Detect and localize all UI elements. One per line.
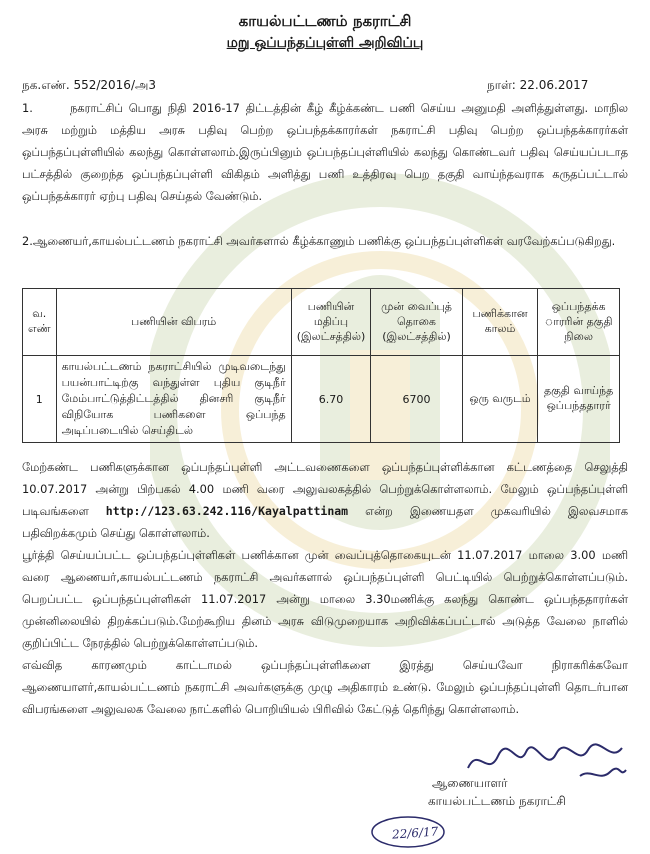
header-serial-no: வ. எண் [23, 289, 57, 356]
office-title: காயல்பட்டணம் நகராட்சி [238, 12, 412, 30]
paragraph-3-text-a: மேற்கண்ட பணிகளுக்கான ஒப்பந்தப்புள்ளி அட்டவணைகளை ஒப்பந்தப்புள்ளிக்கான கட்டணத்தை செலுத்தி 10.07.2017 அன்று பிற்பகல் 4.00 மணி வரை அலுவலகத்தில் பெற்றுக்கொள்ளலாம். மேலும் ஒப்பந்தப்புள்ளி படிவங்களை [22, 460, 628, 518]
reference-number: நக.எண். 552/2016/அ3 [22, 78, 156, 92]
paragraph-1 [22, 97, 628, 207]
paragraph-2: 2.ஆணையர்,காயல்பட்டணம் நகராட்சி அவர்களால் கீழ்க்காணும் பணிக்கு ஒப்பந்தப்புள்ளிகள் வரவேற்கப்படுகிறது. [22, 234, 616, 248]
cell-serial-no: 1 [23, 356, 57, 443]
header-deposit: முன் வைப்புத் தொகை (இலட்சத்தில்) [371, 289, 462, 356]
signatory-designation: ஆணையாளர் [432, 776, 508, 790]
table-header-row [23, 289, 620, 356]
header-period: பணிக்கான காலம் [462, 289, 538, 356]
cell-period: ஒரு வருடம் [462, 356, 538, 443]
handwritten-date: 22/6/17 [391, 824, 439, 842]
notice-date: நாள்: 22.06.2017 [487, 78, 589, 92]
works-table [22, 288, 620, 443]
paragraph-3-text-b: என்ற இணையதள முகவரியில் இலவசமாக பதிவிறக்கமும் செய்து கொள்ளலாம். [22, 504, 628, 540]
header-work-details: பணியின் விபரம் [56, 289, 291, 356]
notice-title: மறு ஒப்பந்தப்புள்ளி அறிவிப்பு [226, 35, 424, 51]
table-row [23, 356, 620, 443]
header-eligibility: ஒப்பந்தக்க ாரரின் தகுதி நிலை [538, 289, 620, 356]
paragraph-1-number: 1. [22, 101, 33, 115]
paragraph-3 [22, 456, 628, 544]
download-link[interactable]: http://123.63.242.116/Kayalpattinam [105, 504, 349, 518]
cell-deposit: 6700 [371, 356, 462, 443]
signatory-office: காயல்பட்டணம் நகராட்சி [428, 794, 566, 808]
header-work-value: பணியின் மதிப்பு (இலட்சத்தில்) [291, 289, 371, 356]
cell-work-details: காயல்பட்டணம் நகராட்சியில் முடிவடைந்து பயன்பாட்டிற்கு வந்துள்ள புதிய குடிநீர் மேம்பாட்டுத்திட்டத்தில் தினசரி குடிநீர் விநியோக பணிகளை ஒப்பந்த அடிப்படையில் செய்திடல் [56, 356, 291, 443]
paragraph-5: எவ்வித காரணமும் காட்டாமல் ஒப்பந்தப்புள்ளிகளை இரத்து செய்யவோ நிராகரிக்கவோ ஆணையாளர்,காயல்பட்டணம் நகராட்சி அவர்களுக்கு முழு அதிகாரம் உண்டு. மேலும் ஒப்பந்தப்புள்ளி தொடர்பான விபரங்களை அலுவலக வேலை நாட்களில் பொறியியல் பிரிவில் கேட்டுத் தெரிந்து கொள்ளலாம். [22, 658, 628, 716]
cell-work-value: 6.70 [291, 356, 371, 443]
paragraph-1-text: நகராட்சிப் பொது நிதி 2016-17 திட்டத்தின் கீழ் கீழ்க்கண்ட பணி செய்ய அனுமதி அளித்துள்ளது. மாநில அரசு மற்றும் மத்திய அரசு பதிவு பெற்ற ஒப்பந்தக்காரர்கள் நகராட்சி பதிவு பெற்ற ஒப்பந்தக்காரர்கள் ஒப்பந்தப்புள்ளியில் கலந்து கொள்ளலாம்.இருப்பினும் ஒப்பந்தப்புள்ளியில் கலந்து கொண்டவர் பதிவு செய்யப்படாத பட்சத்தில் குறைந்த ஒப்பந்தப்புள்ளி விகிதம் அளித்து பணி உத்திரவு பெற தகுதி வாய்ந்தவராக கருதப்பட்டால் ஒப்பந்தக்காரர் ஏற்பு பதிவு செய்தல் வேண்டும். [22, 101, 628, 203]
paragraph-4: பூர்த்தி செய்யப்பட்ட ஒப்பந்தப்புள்ளிகள் பணிக்கான முன் வைப்புத்தொகையுடன் 11.07.2017 மாலை 3.00 மணி வரை ஆணையர்,காயல்பட்டணம் நகராட்சி அவர்களால் ஒப்பந்தப்புள்ளி பெட்டியில் பெற்றுக்கொள்ளப்படும். பெறப்பட்ட ஒப்பந்தப்புள்ளிகள் 11.07.2017 அன்று மாலை 3.30மணிக்கு கலந்து கொண்ட ஒப்பந்ததாரர்கள் முன்னிலையில் திறக்கப்படும்.மேற்கூறிய தினம் அரசு விடுமுறையாக அறிவிக்கப்பட்டால் அடுத்த வேலை நாளில் குறிப்பிட்ட நேரத்தில் பெற்றுக்கொள்ளப்படும். [22, 548, 628, 650]
cell-eligibility: தகுதி வாய்ந்த ஒப்பந்ததாரர் [538, 356, 620, 443]
